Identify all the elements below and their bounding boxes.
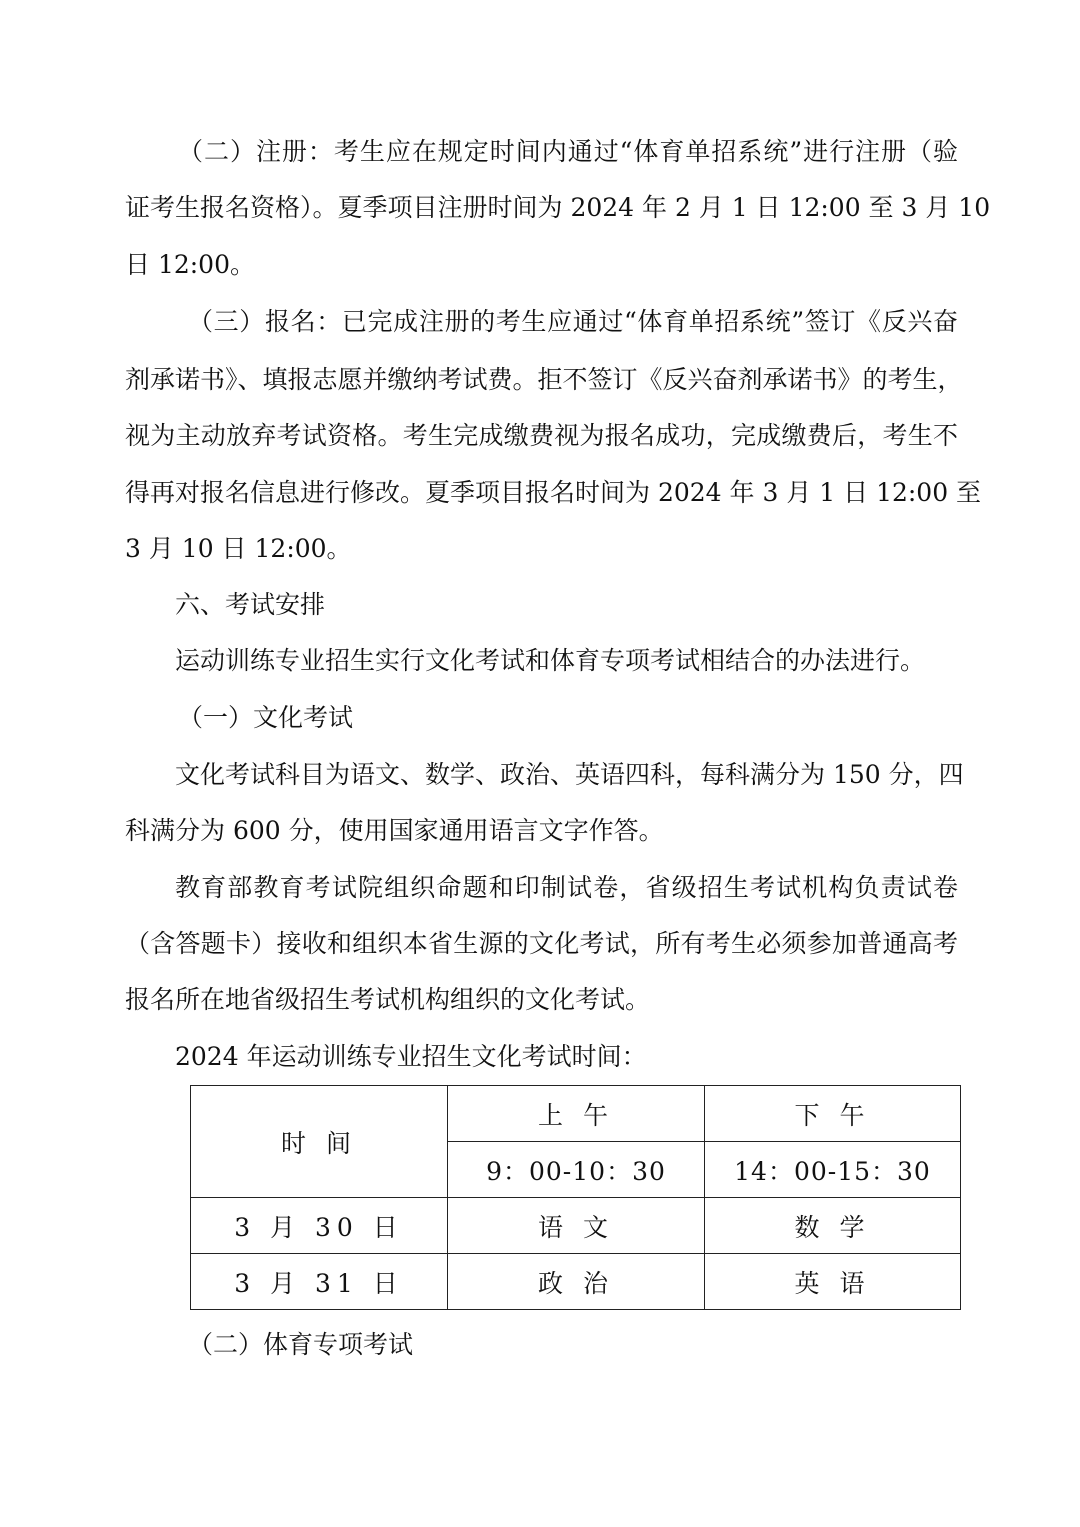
text-line: 得再对报名信息进行修改。夏季项目报名时间为 2024 年 3 月 1 日 12:00 至 xyxy=(125,478,982,507)
text-line: 教育部教育考试院组织命题和印制试卷，省级招生考试机构负责试卷 xyxy=(175,873,958,902)
header-time: 时 间 xyxy=(191,1086,448,1198)
text-line: 3 月 10 日 12:00。 xyxy=(125,534,352,563)
morning-time: 9：00-10：30 xyxy=(448,1142,705,1198)
table-row xyxy=(191,1198,961,1254)
table-row xyxy=(191,1254,961,1310)
text-line: 视为主动放弃考试资格。考生完成缴费视为报名成功，完成缴费后，考生不 xyxy=(125,421,958,450)
subsection-heading: （一）文化考试 xyxy=(178,703,354,732)
header-afternoon: 下 午 xyxy=(705,1086,961,1142)
text-line: 剂承诺书》、填报志愿并缴纳考试费。拒不签订《反兴奋剂承诺书》的考生， xyxy=(125,365,963,394)
header-morning: 上 午 xyxy=(448,1086,705,1142)
text-line: 运动训练专业招生实行文化考试和体育专项考试相结合的办法进行。 xyxy=(175,646,926,675)
text-line: 日 12:00。 xyxy=(125,250,255,279)
text-line: 科满分为 600 分，使用国家通用语言文字作答。 xyxy=(125,816,664,845)
pm-subject: 英 语 xyxy=(705,1254,961,1310)
text-line: （三）报名：已完成注册的考生应通过“体育单招系统”签订《反兴奋 xyxy=(188,307,958,336)
text-line: 文化考试科目为语文、数学、政治、英语四科，每科满分为 150 分，四 xyxy=(175,760,964,789)
section-heading: 六、考试安排 xyxy=(175,590,326,619)
date-cell: 3 月 31 日 xyxy=(191,1254,448,1310)
text-line: 证考生报名资格）。夏季项目注册时间为 2024 年 2 月 1 日 12:00 至 3 月 10 xyxy=(125,193,991,222)
exam-schedule-table xyxy=(190,1085,961,1310)
date-cell: 3 月 30 日 xyxy=(191,1198,448,1254)
am-subject: 政 治 xyxy=(448,1254,705,1310)
am-subject: 语 文 xyxy=(448,1198,705,1254)
text-line: 报名所在地省级招生考试机构组织的文化考试。 xyxy=(125,985,651,1014)
text-line: （二）注册：考生应在规定时间内通过“体育单招系统”进行注册（验 xyxy=(178,137,958,166)
afternoon-time: 14：00-15：30 xyxy=(705,1142,961,1198)
table-caption: 2024 年运动训练专业招生文化考试时间： xyxy=(175,1042,647,1071)
pm-subject: 数 学 xyxy=(705,1198,961,1254)
text-line: （含答题卡）接收和组织本省生源的文化考试，所有考生必须参加普通高考 xyxy=(125,929,958,958)
table-row xyxy=(191,1086,961,1142)
subsection-heading: （二）体育专项考试 xyxy=(188,1330,414,1359)
